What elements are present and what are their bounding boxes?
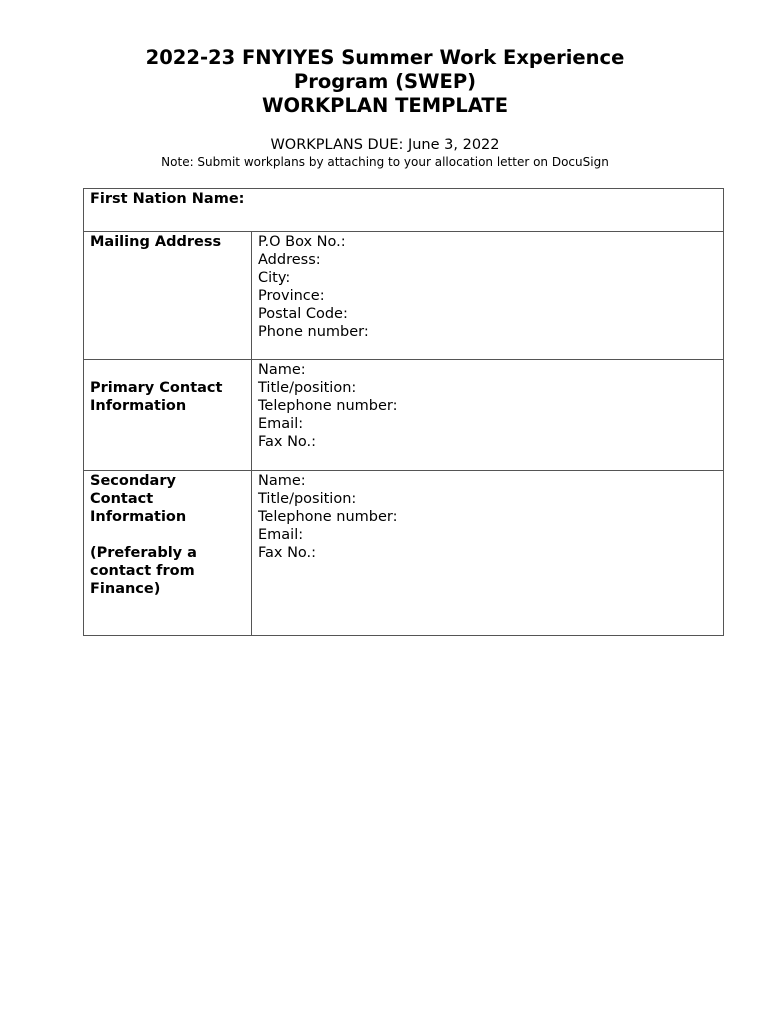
label-line: Contact [90,491,154,507]
label-line: Finance) [90,581,161,597]
label-line: (Preferably a [90,545,197,561]
label-line: Secondary [90,473,176,489]
label-line: Information [90,398,187,414]
telephone-field: Telephone number: [258,398,398,414]
email-field: Email: [258,416,304,432]
workplan-form-table [83,188,724,636]
email-field: Email: [258,527,304,543]
po-box-field: P.O Box No.: [258,234,346,250]
address-field: Address: [258,252,321,268]
title-field: Title/position: [258,380,357,396]
secondary-contact-fields[interactable] [252,471,724,636]
fax-field: Fax No.: [258,434,317,450]
title-line: Program (SWEP) [293,70,477,93]
secondary-contact-label [84,471,252,636]
fax-field: Fax No.: [258,545,317,561]
name-field: Name: [258,473,306,489]
primary-contact-fields[interactable] [252,360,724,471]
due-date: WORKPLANS DUE: June 3, 2022 [270,137,500,153]
city-field: City: [258,270,291,286]
primary-contact-label [84,360,252,471]
phone-field: Phone number: [258,324,369,340]
document-title [0,46,770,118]
telephone-field: Telephone number: [258,509,398,525]
name-field: Name: [258,362,306,378]
label-line: Information [90,509,187,525]
label-line: contact from [90,563,195,579]
postal-code-field: Postal Code: [258,306,348,322]
title-field: Title/position: [258,491,357,507]
label-line: Primary Contact [90,380,223,396]
mailing-address-label: Mailing Address [84,232,252,360]
mailing-address-fields[interactable] [252,232,724,360]
province-field: Province: [258,288,325,304]
title-line: 2022-23 FNYIYES Summer Work Experience [145,46,625,69]
title-line: WORKPLAN TEMPLATE [261,94,509,117]
first-nation-name-field[interactable]: First Nation Name: [84,189,724,232]
submission-note: Note: Submit workplans by attaching to your allocation letter on DocuSign [161,155,609,169]
